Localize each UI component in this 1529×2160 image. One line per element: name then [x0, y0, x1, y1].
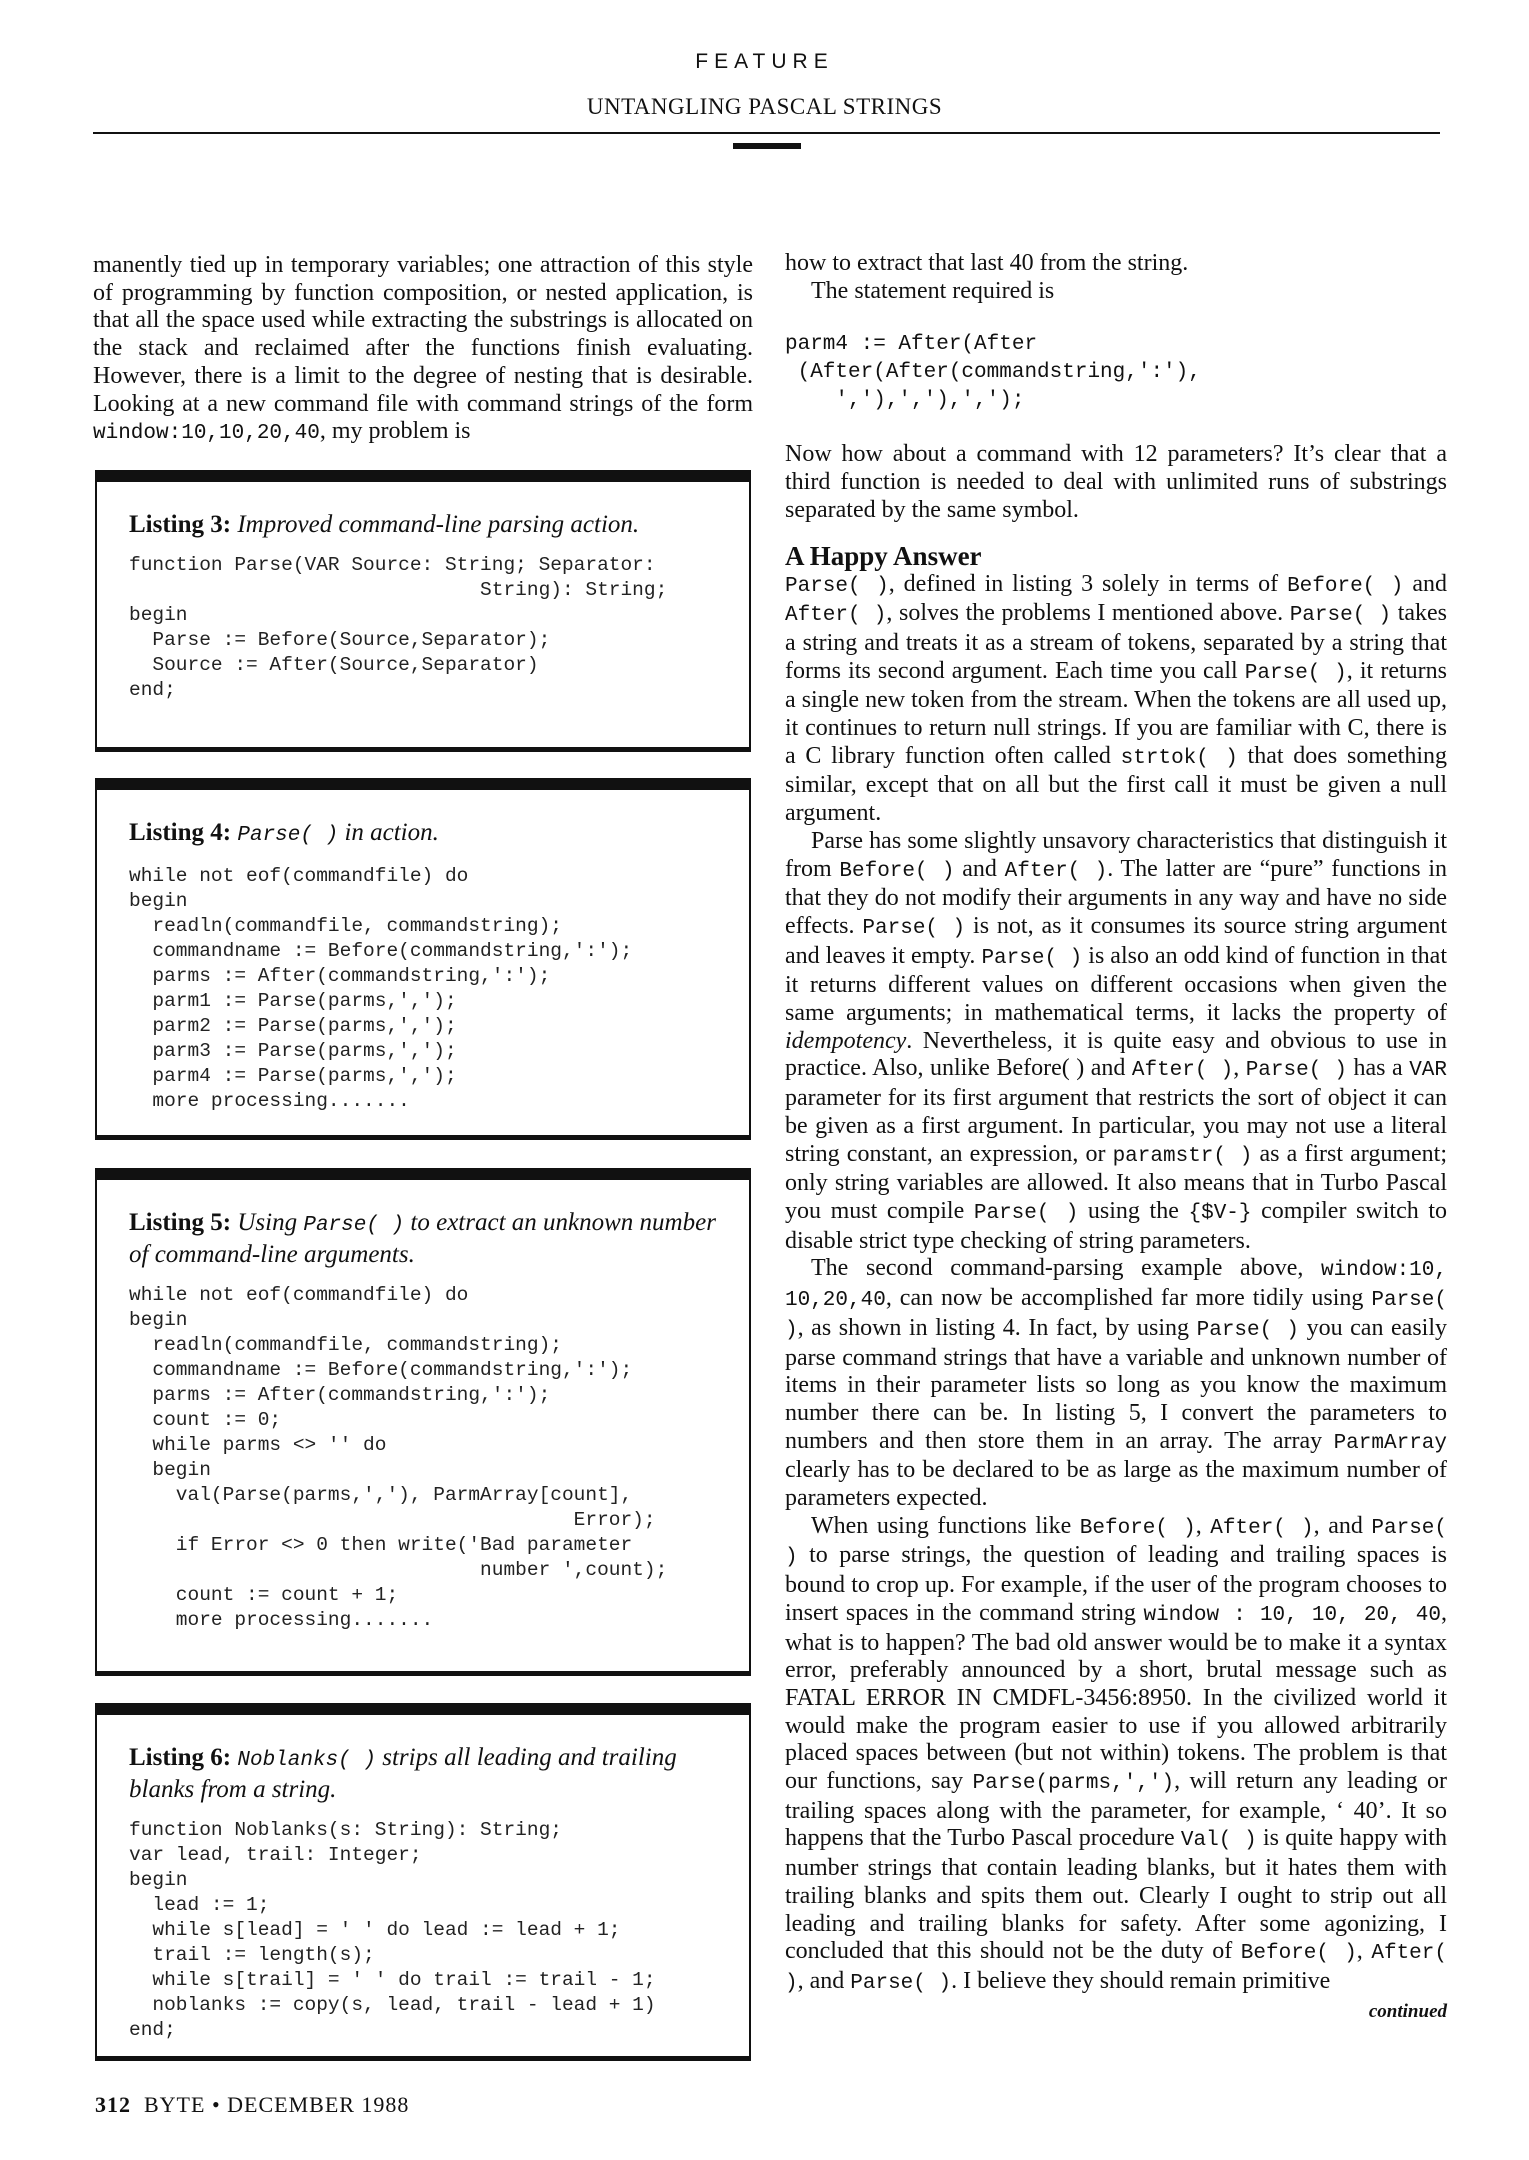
listing-4	[95, 778, 751, 1140]
listing-label: Listing 5:	[129, 1209, 232, 1236]
code-fragment: Parse( )	[973, 1201, 1079, 1225]
text-fragment: The second command-parsing example above,	[811, 1255, 1321, 1282]
inline-code-statement: parm4 := After(After (After(After(commandstring,':'), ','),','),',');	[785, 333, 1201, 413]
code-fragment: Parse( )	[862, 916, 966, 940]
code-fragment: Parse( )	[785, 574, 889, 598]
listing-5	[95, 1168, 751, 1676]
text-fragment: to extract an unknown number of command-line arguments.	[129, 1209, 716, 1268]
running-title: UNTANGLING PASCAL STRINGS	[586, 94, 943, 119]
code-fragment: Before( )	[1240, 1942, 1357, 1966]
code-fragment: Noblanks( )	[237, 1749, 376, 1772]
text-fragment: , it returns a single new token from the stream. When the tokens are all used up, it continues to return null strings. If you are familiar with C, there is a C library function often called	[785, 657, 1447, 769]
code-fragment: Parse( )	[785, 1516, 1448, 1570]
body-paragraph	[785, 828, 1447, 1256]
code-fragment: Parse( )	[981, 946, 1083, 970]
section-kicker: FEATURE	[695, 50, 834, 73]
listing-code: function Noblanks(s: String): String; var lead, trail: Integer; begin lead := 1; while s[lead] = ' ' do lead := lead + 1; trail := length(s); while s[trail] = ' ' do trail := trail - 1; noblanks := copy(s, lead, trail - lead + 1) end;	[129, 1819, 656, 2041]
text-fragment: is quite happy with number strings that contain leading blanks, but it hates them with trailing blanks and spits them out. Clearly I ought to strip out all leading and trailing blanks for safety. After some agonizing, I concluded that this should not be the duty of	[785, 1825, 1447, 1965]
listing-code: while not eof(commandfile) do begin readln(commandfile, commandstring); commandname := Before(commandstring,':'); parms := After(commandstring,':'); parm1 := Parse(parms,','); parm2 := Parse(parms,','); parm3 := Parse(parms,','); parm4 := Parse(parms,','); more processing.......	[129, 865, 633, 1112]
listing-title	[129, 1208, 721, 1269]
code-fragment: After( )	[1004, 859, 1108, 883]
text-fragment: in action.	[338, 819, 439, 846]
text-fragment: compiler switch to disable strict type checking of string parameters.	[785, 1197, 1448, 1254]
text-fragment: clearly has to be declared to be as large as the maximum number of parameters expected.	[785, 1457, 1447, 1512]
listing-label: Listing 6:	[129, 1744, 232, 1771]
code-fragment: Parse(parms,',')	[972, 1772, 1175, 1796]
text-fragment: to parse strings, the question of leading and trailing spaces is bound to crop up. For example, if the user of the program chooses to insert spaces in the command string	[785, 1542, 1447, 1626]
text-fragment: using the	[1078, 1197, 1189, 1224]
code-fragment: Parse( )	[303, 1214, 405, 1237]
text-fragment: , what is to happen? The bad old answer would be to make it a syntax error, preferably announced by a short, brutal message such as FATAL ERROR IN CMDFL-3456:8950. In the civilized world it would make the program easier to use if you allowed arbitrarily placed spaces between (but not within) tokens. The problem is that our functions, say	[785, 1599, 1447, 1795]
text-fragment: , as shown in listing 4. In fact, by using	[797, 1314, 1197, 1341]
code-fragment: Parse( )	[237, 824, 339, 847]
listing-label: Listing 3:	[129, 511, 232, 538]
text-fragment: . The latter are “pure” functions in that they do not modify their arguments in any way and have no side effects.	[785, 855, 1448, 939]
text-fragment: ,	[1195, 1512, 1211, 1539]
text-fragment: manently tied up in temporary variables; one attraction of this style of programming by function composition, or nested application, is that all the space used while extracting the substrings is allocated on the stack and reclaimed after the functions finish evaluating. However, there is a limit to the degree of nesting that is desirable. Looking at a new command file with command strings of the form	[93, 252, 753, 417]
code-fragment: Before( )	[839, 859, 955, 883]
code-fragment: Val( )	[1180, 1829, 1257, 1853]
page-number: 312	[95, 2092, 131, 2117]
code-fragment: Parse( )	[785, 1289, 1447, 1342]
text-fragment: , will return any leading or trailing spaces along with the parameter, for example, ‘ 40’. It so happens that the Turbo Pascal procedure	[785, 1768, 1447, 1852]
code-fragment: window:10,10,20,40	[93, 422, 320, 446]
body-paragraph	[785, 441, 1447, 524]
text-fragment: Improved command-line parsing action.	[237, 511, 640, 538]
code-fragment: {$V-}	[1188, 1201, 1252, 1225]
listing-caption	[237, 511, 639, 538]
text-fragment: , and	[797, 1967, 851, 1994]
body-paragraph	[785, 571, 1447, 828]
listing-title	[129, 1743, 721, 1804]
listing-code: function Parse(VAR Source: String; Separator: String): String; begin Parse := Before(Source,Separator); Source := After(Source,Separator) end;	[129, 554, 668, 701]
code-fragment: VAR	[1409, 1059, 1447, 1083]
listing-caption	[237, 819, 439, 846]
code-fragment: After( )	[785, 604, 887, 628]
listing-title	[129, 510, 721, 539]
magazine-issue: BYTE • DECEMBER 1988	[144, 2092, 410, 2117]
text-fragment: and	[954, 855, 1005, 882]
page-footer	[95, 2092, 409, 2118]
text-fragment: as a first argument; only string variables are allowed. It also means that in Turbo Pascal you must compile	[785, 1140, 1448, 1224]
text-fragment: is also an odd kind of function in that it returns different values on different occasions when given the same arguments; in mathematical terms, it lacks the property of	[785, 942, 1447, 1027]
code-fragment: After( )	[785, 1942, 1447, 1995]
text-fragment: has a	[1347, 1055, 1410, 1082]
code-fragment: Parse( )	[1245, 1059, 1348, 1083]
text-fragment: parameter for its first argument that restricts the sort of object it can be given as a first argument. In particular, you may not use a literal string constant, an expression, or	[785, 1085, 1447, 1167]
text-fragment: . I believe they should remain primitive	[951, 1967, 1331, 1994]
continued-note: continued	[1368, 2000, 1447, 2022]
listing-3	[95, 470, 751, 752]
text-fragment: that does something similar, except that on all but the first call it must be given a null argument.	[785, 742, 1448, 827]
code-fragment: ParmArray	[1333, 1431, 1447, 1455]
text-fragment: . Nevertheless, it is quite easy and obvious to use in practice. Also, unlike Before( ) and	[785, 1027, 1447, 1082]
text-fragment: is not, as it consumes its source string argument and leaves it empty.	[785, 912, 1448, 969]
section-heading: A Happy Answer	[785, 540, 982, 571]
text-fragment: strips all leading and trailing blanks from a string.	[129, 1744, 677, 1803]
code-fragment: Parse( )	[1196, 1318, 1299, 1342]
text-fragment: , solves the problems I mentioned above.	[886, 600, 1290, 627]
code-fragment: paramstr( )	[1112, 1144, 1253, 1168]
text-fragment: you can easily parse command strings that have a variable and unknown number of items in their parameter lists so long as you know the maximum number there can be. In listing 5, I convert the parameters to numbers and then store them in an array. The array	[785, 1314, 1447, 1454]
code-fragment: After( )	[1210, 1516, 1314, 1540]
code-fragment: window : 10, 10, 20, 40	[1143, 1603, 1441, 1627]
listing-6	[95, 1703, 751, 2061]
body-paragraph	[785, 1255, 1447, 1512]
body-paragraph	[785, 1513, 1447, 1998]
text-fragment: ,	[1233, 1055, 1246, 1082]
text-fragment: , my problem is	[319, 418, 471, 445]
code-fragment: Parse( )	[1244, 661, 1347, 685]
text-fragment: Using	[237, 1209, 304, 1236]
listing-code: while not eof(commandfile) do begin readln(commandfile, commandstring); commandname := Before(commandstring,':'); parms := After(commandstring,':'); count := 0; while parms <> '' do begin val(Parse(parms,','), ParmArray[count], Error); if Error <> 0 then write('Bad parameter number ',count); count := count + 1; more processing.......	[129, 1284, 668, 1631]
body-paragraph	[785, 250, 1447, 278]
text-fragment: Now how about a command with 12 parameters? It’s clear that a third function is needed to deal with unlimited runs of substrings separated by the same symbol.	[785, 441, 1447, 523]
code-fragment: strtok( )	[1120, 746, 1238, 770]
left-column	[93, 252, 753, 448]
listing-label: Listing 4:	[129, 819, 232, 846]
text-fragment: The statement required is	[811, 277, 1055, 304]
text-fragment: idempotency	[785, 1027, 907, 1054]
right-column	[785, 250, 1447, 2025]
text-fragment: , and	[1313, 1512, 1372, 1539]
code-fragment: After( )	[1131, 1059, 1234, 1083]
text-fragment: Parse has some slightly unsavory characteristics that distinguish it from	[785, 827, 1447, 882]
code-fragment: Parse( )	[850, 1971, 952, 1995]
text-fragment: takes a string and treats it as a stream of tokens, separated by a string that forms its second argument. Each time you call	[785, 600, 1447, 684]
body-paragraph	[785, 278, 1447, 306]
text-fragment: and	[1403, 570, 1448, 597]
text-fragment: , can now be accomplished far more tidily using	[885, 1285, 1372, 1312]
body-paragraph	[93, 252, 753, 448]
text-fragment: ,	[1356, 1938, 1372, 1965]
code-fragment: Parse( )	[1289, 604, 1392, 628]
listing-title	[129, 818, 721, 850]
header-rule	[93, 132, 1440, 134]
header-rule-accent	[733, 143, 801, 149]
code-fragment: Before( )	[1287, 574, 1404, 598]
code-fragment: Before( )	[1079, 1516, 1196, 1540]
text-fragment: how to extract that last 40 from the string.	[785, 250, 1189, 276]
text-fragment: When using functions like	[811, 1512, 1080, 1539]
code-fragment: window:10, 10,20,40	[785, 1259, 1447, 1313]
text-fragment: , defined in listing 3 solely in terms of	[888, 570, 1288, 597]
